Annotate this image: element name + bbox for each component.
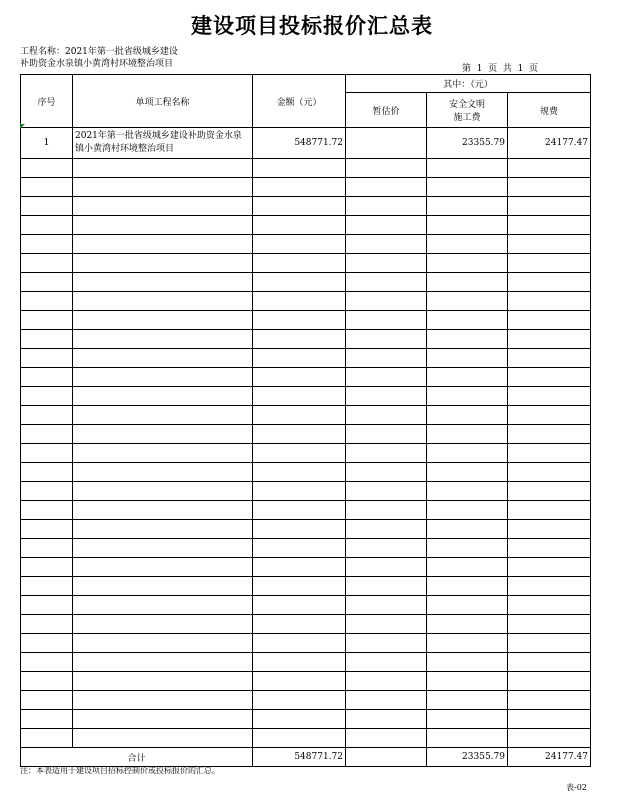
empty-cell xyxy=(427,444,508,463)
empty-cell xyxy=(346,425,427,444)
empty-cell xyxy=(346,653,427,672)
empty-cell xyxy=(253,577,346,596)
empty-cell xyxy=(21,653,73,672)
header-provisional: 暂估价 xyxy=(346,93,427,128)
empty-cell xyxy=(427,311,508,330)
empty-cell xyxy=(508,159,591,178)
empty-cell xyxy=(346,520,427,539)
header-name: 单项工程名称 xyxy=(73,75,253,128)
empty-cell xyxy=(253,349,346,368)
empty-cell xyxy=(346,406,427,425)
empty-row xyxy=(21,482,591,501)
empty-cell xyxy=(508,596,591,615)
empty-row xyxy=(21,387,591,406)
empty-cell xyxy=(427,273,508,292)
empty-cell xyxy=(73,577,253,596)
empty-cell xyxy=(427,197,508,216)
empty-cell xyxy=(427,178,508,197)
empty-cell xyxy=(427,539,508,558)
empty-cell xyxy=(73,672,253,691)
empty-cell xyxy=(253,444,346,463)
empty-cell xyxy=(427,520,508,539)
empty-cell xyxy=(21,406,73,425)
empty-row xyxy=(21,520,591,539)
empty-row xyxy=(21,235,591,254)
empty-row xyxy=(21,349,591,368)
empty-row xyxy=(21,197,591,216)
empty-row xyxy=(21,216,591,235)
empty-cell xyxy=(508,197,591,216)
empty-cell xyxy=(508,615,591,634)
empty-cell xyxy=(346,178,427,197)
empty-cell xyxy=(73,197,253,216)
empty-cell xyxy=(346,387,427,406)
empty-cell xyxy=(346,539,427,558)
empty-cell xyxy=(508,387,591,406)
empty-row xyxy=(21,596,591,615)
empty-cell xyxy=(253,729,346,748)
empty-cell xyxy=(427,577,508,596)
empty-cell xyxy=(253,235,346,254)
empty-cell xyxy=(427,615,508,634)
empty-cell xyxy=(346,463,427,482)
empty-cell xyxy=(508,520,591,539)
project-name-line2: 补助资金水泉镇小黄湾村环境整治项目 xyxy=(20,59,174,69)
header-safety xyxy=(427,93,508,128)
empty-cell xyxy=(253,197,346,216)
empty-cell xyxy=(346,615,427,634)
empty-cell xyxy=(253,330,346,349)
empty-cell xyxy=(427,691,508,710)
empty-cell xyxy=(21,159,73,178)
empty-cell xyxy=(73,615,253,634)
empty-cell xyxy=(427,482,508,501)
empty-row xyxy=(21,710,591,729)
empty-row xyxy=(21,178,591,197)
header-fees: 规费 xyxy=(508,93,591,128)
empty-cell xyxy=(21,273,73,292)
empty-cell xyxy=(73,273,253,292)
empty-cell xyxy=(73,691,253,710)
empty-cell xyxy=(253,539,346,558)
empty-cell xyxy=(21,292,73,311)
empty-cell xyxy=(508,235,591,254)
empty-cell xyxy=(508,254,591,273)
empty-cell xyxy=(73,349,253,368)
empty-cell xyxy=(253,520,346,539)
empty-cell xyxy=(73,292,253,311)
empty-cell xyxy=(427,425,508,444)
empty-cell xyxy=(427,368,508,387)
empty-row xyxy=(21,501,591,520)
empty-cell xyxy=(73,520,253,539)
empty-cell xyxy=(508,691,591,710)
total-amount: 548771.72 xyxy=(253,748,346,767)
empty-cell xyxy=(73,330,253,349)
empty-cell xyxy=(508,558,591,577)
form-code: 表-02 xyxy=(566,783,587,792)
total-label: 合计 xyxy=(21,748,253,767)
empty-cell xyxy=(21,691,73,710)
empty-cell xyxy=(346,672,427,691)
empty-cell xyxy=(508,577,591,596)
empty-cell xyxy=(21,672,73,691)
empty-cell xyxy=(508,482,591,501)
cell-fees: 24177.47 xyxy=(508,128,591,159)
empty-cell xyxy=(508,425,591,444)
empty-cell xyxy=(73,254,253,273)
empty-cell xyxy=(21,520,73,539)
empty-row xyxy=(21,615,591,634)
empty-cell xyxy=(73,596,253,615)
total-row xyxy=(21,748,591,767)
empty-cell xyxy=(73,425,253,444)
empty-cell xyxy=(427,406,508,425)
empty-cell xyxy=(73,368,253,387)
empty-cell xyxy=(253,292,346,311)
empty-cell xyxy=(73,653,253,672)
empty-cell xyxy=(346,501,427,520)
empty-row xyxy=(21,577,591,596)
page-info: 第 1 页 共 1 页 xyxy=(462,64,539,74)
empty-cell xyxy=(253,311,346,330)
empty-cell xyxy=(427,159,508,178)
total-safety: 23355.79 xyxy=(427,748,508,767)
empty-cell xyxy=(427,235,508,254)
empty-row xyxy=(21,368,591,387)
project-name xyxy=(20,46,178,70)
empty-cell xyxy=(508,634,591,653)
header-amount: 金额（元） xyxy=(253,75,346,128)
header-safety-line2: 施工费 xyxy=(453,113,481,123)
empty-cell xyxy=(508,273,591,292)
empty-row xyxy=(21,273,591,292)
header-row xyxy=(21,75,591,93)
empty-cell xyxy=(21,577,73,596)
empty-cell xyxy=(73,216,253,235)
empty-cell xyxy=(508,672,591,691)
empty-cell xyxy=(346,330,427,349)
document-title: 建设项目投标报价汇总表 xyxy=(191,14,433,38)
empty-cell xyxy=(21,710,73,729)
empty-cell xyxy=(346,292,427,311)
empty-cell xyxy=(73,444,253,463)
empty-cell xyxy=(346,311,427,330)
empty-cell xyxy=(21,729,73,748)
empty-cell xyxy=(508,729,591,748)
project-name-line1: 工程名称：2021年第一批省级城乡建设 xyxy=(20,47,178,57)
cell-amount: 548771.72 xyxy=(253,128,346,159)
empty-cell xyxy=(346,159,427,178)
cell-seq: 1 xyxy=(21,128,73,159)
empty-row xyxy=(21,558,591,577)
empty-cell xyxy=(73,463,253,482)
empty-cell xyxy=(427,729,508,748)
empty-cell xyxy=(253,615,346,634)
empty-cell xyxy=(21,311,73,330)
empty-cell xyxy=(253,159,346,178)
footnote: 注：本表适用于建设项目招标控制价或投标报价的汇总。 xyxy=(20,766,220,775)
empty-cell xyxy=(73,710,253,729)
table-row xyxy=(21,128,591,159)
empty-cell xyxy=(346,444,427,463)
empty-cell xyxy=(346,710,427,729)
empty-cell xyxy=(346,729,427,748)
empty-cell xyxy=(346,216,427,235)
summary-table xyxy=(20,74,591,767)
empty-cell xyxy=(427,634,508,653)
empty-cell xyxy=(346,368,427,387)
empty-cell xyxy=(508,330,591,349)
empty-cell xyxy=(253,463,346,482)
empty-row xyxy=(21,539,591,558)
table-body xyxy=(21,128,591,748)
empty-cell xyxy=(21,197,73,216)
empty-cell xyxy=(21,425,73,444)
empty-cell xyxy=(346,596,427,615)
empty-cell xyxy=(346,235,427,254)
empty-cell xyxy=(73,501,253,520)
empty-cell xyxy=(73,235,253,254)
empty-row xyxy=(21,254,591,273)
empty-cell xyxy=(427,710,508,729)
header-of-which: 其中：（元） xyxy=(346,75,591,93)
empty-row xyxy=(21,425,591,444)
empty-cell xyxy=(253,634,346,653)
empty-cell xyxy=(253,691,346,710)
empty-cell xyxy=(21,444,73,463)
empty-cell xyxy=(253,482,346,501)
empty-cell xyxy=(253,653,346,672)
empty-cell xyxy=(21,330,73,349)
empty-row xyxy=(21,634,591,653)
empty-cell xyxy=(21,387,73,406)
cell-safety: 23355.79 xyxy=(427,128,508,159)
empty-cell xyxy=(21,501,73,520)
empty-cell xyxy=(346,254,427,273)
cell-provisional xyxy=(346,128,427,159)
empty-cell xyxy=(21,463,73,482)
empty-cell xyxy=(508,178,591,197)
empty-cell xyxy=(73,406,253,425)
empty-cell xyxy=(253,178,346,197)
empty-cell xyxy=(253,672,346,691)
empty-cell xyxy=(73,558,253,577)
empty-cell xyxy=(73,729,253,748)
empty-cell xyxy=(427,349,508,368)
empty-cell xyxy=(21,368,73,387)
total-provisional xyxy=(346,748,427,767)
empty-row xyxy=(21,672,591,691)
empty-row xyxy=(21,406,591,425)
empty-cell xyxy=(427,463,508,482)
cell-corner-marker xyxy=(20,124,25,129)
empty-cell xyxy=(253,254,346,273)
empty-cell xyxy=(508,368,591,387)
empty-cell xyxy=(508,311,591,330)
empty-cell xyxy=(346,273,427,292)
empty-cell xyxy=(427,558,508,577)
empty-cell xyxy=(508,349,591,368)
empty-row xyxy=(21,729,591,748)
empty-cell xyxy=(73,178,253,197)
empty-cell xyxy=(508,463,591,482)
empty-cell xyxy=(253,273,346,292)
empty-cell xyxy=(21,558,73,577)
empty-cell xyxy=(427,216,508,235)
empty-row xyxy=(21,311,591,330)
empty-cell xyxy=(253,596,346,615)
empty-cell xyxy=(427,596,508,615)
empty-cell xyxy=(508,653,591,672)
empty-cell xyxy=(508,444,591,463)
empty-cell xyxy=(346,558,427,577)
total-fees: 24177.47 xyxy=(508,748,591,767)
empty-cell xyxy=(427,501,508,520)
empty-cell xyxy=(427,330,508,349)
empty-row xyxy=(21,653,591,672)
empty-cell xyxy=(21,178,73,197)
empty-cell xyxy=(346,349,427,368)
empty-cell xyxy=(346,197,427,216)
empty-cell xyxy=(73,159,253,178)
empty-cell xyxy=(253,368,346,387)
empty-cell xyxy=(508,539,591,558)
empty-cell xyxy=(21,235,73,254)
empty-row xyxy=(21,159,591,178)
empty-cell xyxy=(508,710,591,729)
empty-cell xyxy=(73,387,253,406)
empty-cell xyxy=(21,349,73,368)
empty-cell xyxy=(346,691,427,710)
empty-cell xyxy=(21,596,73,615)
empty-cell xyxy=(253,216,346,235)
empty-cell xyxy=(21,254,73,273)
empty-cell xyxy=(253,425,346,444)
empty-cell xyxy=(21,216,73,235)
empty-cell xyxy=(508,216,591,235)
empty-cell xyxy=(21,539,73,558)
empty-cell xyxy=(427,672,508,691)
empty-cell xyxy=(253,406,346,425)
cell-name: 2021年第一批省级城乡建设补助资金水泉镇小黄湾村环境整治项目 xyxy=(73,128,253,159)
empty-cell xyxy=(253,710,346,729)
empty-cell xyxy=(508,406,591,425)
empty-cell xyxy=(427,292,508,311)
empty-cell xyxy=(427,653,508,672)
empty-cell xyxy=(253,387,346,406)
header-safety-line1: 安全文明 xyxy=(448,100,485,110)
empty-row xyxy=(21,444,591,463)
empty-cell xyxy=(427,387,508,406)
empty-cell xyxy=(508,501,591,520)
empty-cell xyxy=(427,254,508,273)
empty-row xyxy=(21,330,591,349)
empty-cell xyxy=(73,539,253,558)
empty-cell xyxy=(253,558,346,577)
empty-cell xyxy=(73,634,253,653)
empty-cell xyxy=(73,482,253,501)
empty-cell xyxy=(346,634,427,653)
empty-row xyxy=(21,691,591,710)
empty-cell xyxy=(21,482,73,501)
empty-cell xyxy=(21,615,73,634)
empty-cell xyxy=(253,501,346,520)
header-seq: 序号 xyxy=(21,75,73,128)
empty-cell xyxy=(73,311,253,330)
empty-row xyxy=(21,463,591,482)
empty-cell xyxy=(346,482,427,501)
empty-cell xyxy=(508,292,591,311)
empty-cell xyxy=(346,577,427,596)
empty-cell xyxy=(21,634,73,653)
empty-row xyxy=(21,292,591,311)
